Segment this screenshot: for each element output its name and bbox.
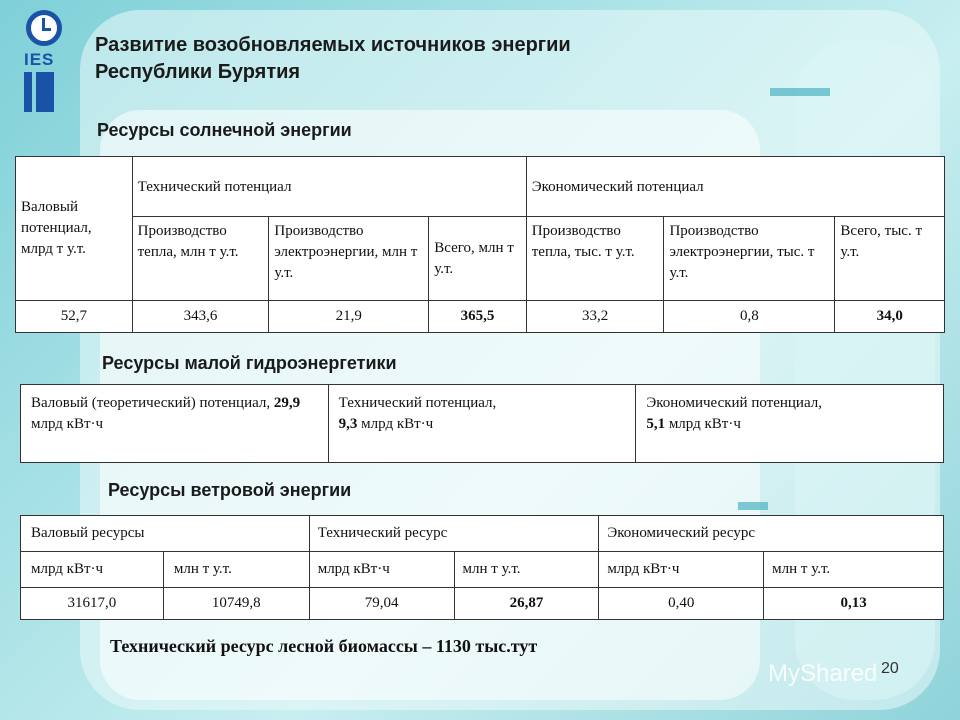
hydro-gross-cell <box>21 385 329 463</box>
solar-econ-elec: Производство электроэнергии, тыс. т у.т. <box>664 217 835 301</box>
hydro-tech-cell <box>328 385 636 463</box>
wind-value: 31617,0 <box>21 588 164 620</box>
solar-econ-header: Экономический потенциал <box>526 157 944 217</box>
solar-value: 0,8 <box>664 301 835 333</box>
solar-value: 33,2 <box>526 301 664 333</box>
watermark: MyShared <box>768 660 878 687</box>
hydro-table <box>20 384 944 463</box>
solar-tech-heat: Производство тепла, млн т у.т. <box>132 217 269 301</box>
hydro-econ-cell <box>636 385 944 463</box>
hydro-tech-unit: млрд кВт·ч <box>361 416 434 432</box>
logo-text: IES <box>24 50 55 69</box>
wind-table <box>20 515 944 620</box>
hydro-econ-value: 5,1 <box>646 416 666 432</box>
page-title <box>95 32 571 86</box>
wind-unit: млрд кВт·ч <box>21 552 164 588</box>
wind-value: 0,13 <box>764 588 944 620</box>
wind-unit: млрд кВт·ч <box>309 552 454 588</box>
wind-unit: млн т у.т. <box>454 552 599 588</box>
decor-bar <box>770 88 830 96</box>
wind-tech-header: Технический ресурс <box>309 516 599 552</box>
clock-hand <box>42 28 51 31</box>
wind-value: 26,87 <box>454 588 599 620</box>
wind-econ-header: Экономический ресурс <box>599 516 944 552</box>
hydro-econ-unit: млрд кВт·ч <box>668 416 741 432</box>
logo <box>22 8 72 108</box>
page-number: 20 <box>881 660 899 677</box>
decor-bar <box>738 502 768 510</box>
hydro-gross-label: Валовый (теоретический) потенциал, <box>31 395 271 411</box>
wind-unit: млн т у.т. <box>764 552 944 588</box>
wind-value: 0,40 <box>599 588 764 620</box>
solar-value: 52,7 <box>16 301 133 333</box>
solar-heading: Ресурсы солнечной энергии <box>97 120 352 140</box>
wind-gross-header: Валовый ресурсы <box>21 516 310 552</box>
solar-tech-elec: Производство электроэнергии, млн т у.т. <box>269 217 429 301</box>
wind-heading: Ресурсы ветровой энергии <box>108 480 352 500</box>
solar-value: 21,9 <box>269 301 429 333</box>
solar-tech-header: Технический потенциал <box>132 157 526 217</box>
solar-value: 365,5 <box>429 301 527 333</box>
title-line-1: Развитие возобновляемых источников энергии <box>95 34 571 56</box>
hydro-gross-unit: млрд кВт·ч <box>31 416 104 432</box>
solar-gross-header: Валовый потенциал, млрд т у.т. <box>16 157 133 301</box>
wind-value: 79,04 <box>309 588 454 620</box>
hydro-econ-label: Экономический потенциал, <box>646 395 822 411</box>
title-line-2: Республики Бурятия <box>95 61 301 83</box>
logo-block <box>36 72 54 112</box>
wind-value: 10749,8 <box>163 588 309 620</box>
solar-table <box>15 156 945 333</box>
hydro-tech-value: 9,3 <box>338 416 358 432</box>
hydro-gross-value: 29,9 <box>273 395 301 411</box>
hydro-heading: Ресурсы малой гидроэнергетики <box>102 353 397 373</box>
wind-unit: млн т у.т. <box>163 552 309 588</box>
solar-econ-heat: Производство тепла, тыс. т у.т. <box>526 217 664 301</box>
logo-block <box>24 72 32 112</box>
solar-econ-total: Всего, тыс. т у.т. <box>835 217 945 301</box>
solar-tech-total: Всего, млн т у.т. <box>429 217 527 301</box>
solar-value: 343,6 <box>132 301 269 333</box>
biomass-footer: Технический ресурс лесной биомассы – 1130 тыс.тут <box>110 636 538 656</box>
solar-value: 34,0 <box>835 301 945 333</box>
hydro-tech-label: Технический потенциал, <box>338 395 497 411</box>
wind-unit: млрд кВт·ч <box>599 552 764 588</box>
